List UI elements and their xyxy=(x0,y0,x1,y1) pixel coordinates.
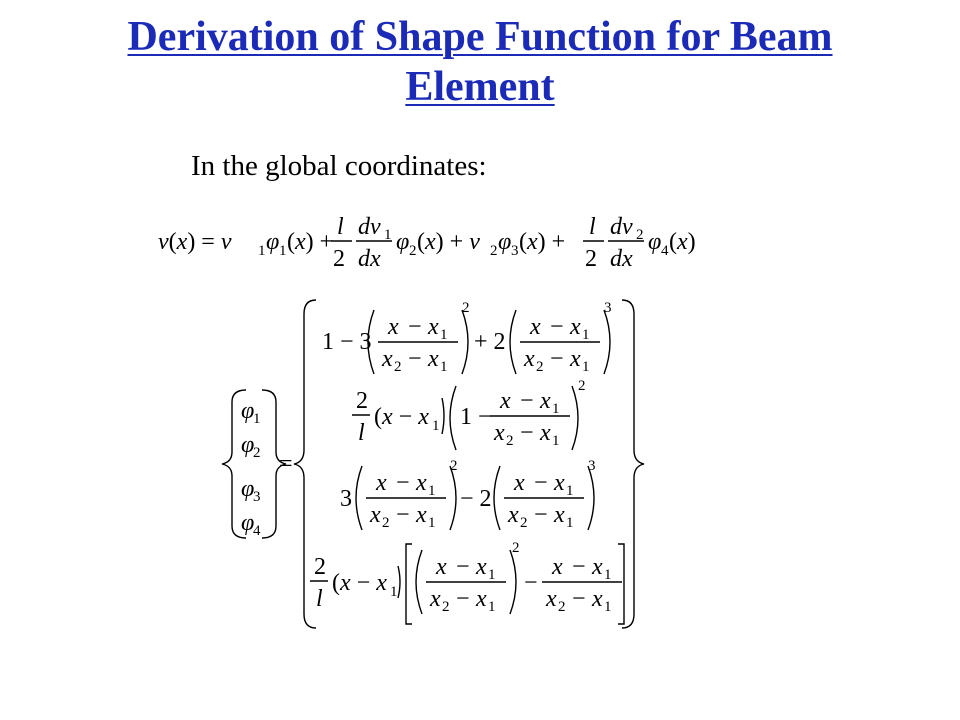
shape-function-vector xyxy=(222,390,293,539)
phi3-expression xyxy=(340,458,596,531)
svg-text:1: 1 xyxy=(258,243,266,259)
svg-text:φ: φ xyxy=(241,398,255,424)
svg-text:φ: φ xyxy=(241,510,255,536)
svg-text:4: 4 xyxy=(661,243,669,259)
svg-text:3: 3 xyxy=(604,300,612,316)
svg-text:2: 2 xyxy=(409,243,417,259)
svg-text:φ: φ xyxy=(241,476,255,502)
svg-text:1: 1 xyxy=(279,243,287,259)
svg-text:1 −: 1 − xyxy=(460,404,492,430)
svg-text:1: 1 xyxy=(253,411,261,427)
svg-text:2: 2 xyxy=(636,227,644,243)
svg-text:(x) + v: (x) + v xyxy=(417,229,480,255)
svg-text:2: 2 xyxy=(450,458,458,474)
svg-text:+ 2: + 2 xyxy=(474,329,506,355)
svg-text:dv: dv xyxy=(358,214,381,240)
svg-text:φ: φ xyxy=(498,229,512,255)
svg-text:4: 4 xyxy=(253,523,261,539)
svg-text:φ: φ xyxy=(396,229,410,255)
svg-text:2: 2 xyxy=(462,300,470,316)
svg-text:φ: φ xyxy=(648,229,662,255)
svg-text:2: 2 xyxy=(490,243,498,259)
svg-text:2: 2 xyxy=(356,388,368,414)
svg-text:1: 1 xyxy=(390,584,398,600)
svg-text:1: 1 xyxy=(384,227,392,243)
svg-text:− 2: − 2 xyxy=(460,486,492,512)
main-equation xyxy=(158,214,696,272)
svg-text:3: 3 xyxy=(340,486,352,512)
svg-text:2: 2 xyxy=(585,246,597,272)
svg-text:3: 3 xyxy=(588,458,596,474)
svg-text:φ: φ xyxy=(266,229,280,255)
svg-text:dv: dv xyxy=(610,214,633,240)
svg-text:dx: dx xyxy=(358,246,381,272)
svg-text:2: 2 xyxy=(253,445,261,461)
svg-text:2: 2 xyxy=(333,246,345,272)
svg-text:2: 2 xyxy=(578,378,586,394)
svg-text:=: = xyxy=(279,451,293,477)
phi1-expression xyxy=(322,300,612,375)
svg-text:(x) +: (x) + xyxy=(287,229,334,255)
coordinates-caption: In the global coordinates: xyxy=(191,150,487,182)
svg-text:dx: dx xyxy=(610,246,633,272)
svg-text:1 − 3: 1 − 3 xyxy=(322,329,372,355)
equations: x 2 − x 1 v(x) = v 1 φ 1 (x) + l 2 dv 1 dx φ 2 (x) + v 2 φ 3 (x) + l 2 dv 2 dx φ 4 (x) φ1 φ2 φ3 φ4 = 1 − 3 2 + 2 3 2 l (x − x 1 1 − 2 3 2 − 2 3 2 l (x − x 1 2 − xyxy=(0,0,960,720)
svg-text:l: l xyxy=(337,214,344,240)
svg-text:(x): (x) xyxy=(669,229,696,255)
phi4-expression xyxy=(310,540,624,624)
svg-text:2: 2 xyxy=(314,554,326,580)
phi2-expression xyxy=(352,378,586,450)
svg-text:(x) +: (x) + xyxy=(519,229,566,255)
svg-text:3: 3 xyxy=(511,243,519,259)
svg-text:l: l xyxy=(316,586,323,612)
svg-text:l: l xyxy=(358,420,365,446)
svg-text:2: 2 xyxy=(512,540,520,556)
svg-text:1: 1 xyxy=(432,418,440,434)
svg-text:(x − x: (x − x xyxy=(374,404,429,430)
svg-text:l: l xyxy=(589,214,596,240)
svg-text:−: − xyxy=(524,570,538,596)
svg-text:v(x) = v: v(x) = v xyxy=(158,229,232,255)
shape-function-definitions xyxy=(294,300,644,628)
slide-title-line-1: Derivation of Shape Function for Beam xyxy=(127,14,833,60)
svg-text:(x − x: (x − x xyxy=(332,570,387,596)
svg-text:3: 3 xyxy=(253,489,261,505)
svg-text:φ: φ xyxy=(241,432,255,458)
slide-title-line-2: Element xyxy=(405,64,555,110)
